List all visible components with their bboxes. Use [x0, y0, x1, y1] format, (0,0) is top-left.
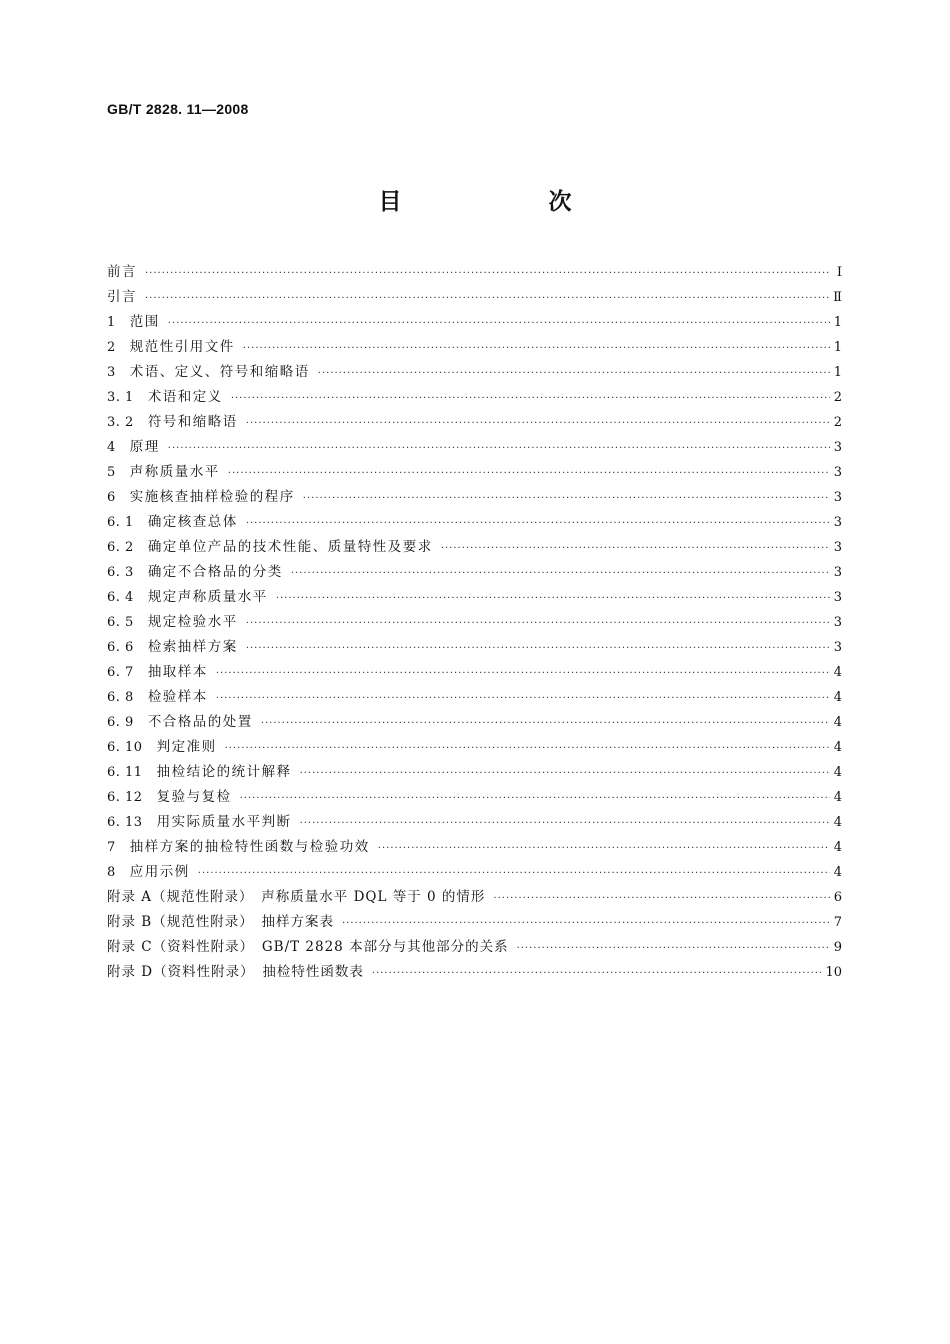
toc-dot-leader — [342, 911, 830, 936]
toc-entry[interactable] — [107, 860, 842, 885]
toc-dot-leader — [243, 336, 830, 361]
toc-entry[interactable] — [107, 710, 842, 735]
toc-entry[interactable] — [107, 310, 842, 335]
toc-entry[interactable] — [107, 885, 842, 910]
toc-entry-number: 7 — [107, 840, 116, 855]
toc-entry-number: 6. 2 — [107, 540, 134, 555]
toc-dot-leader — [261, 711, 830, 736]
toc-entry[interactable] — [107, 835, 842, 860]
toc-entry-page-number: 3 — [833, 615, 842, 630]
toc-entry[interactable] — [107, 760, 842, 785]
toc-entry-label: 范围 — [129, 314, 160, 330]
toc-entry[interactable] — [107, 260, 842, 285]
toc-entry-label: 判定准则 — [156, 739, 217, 755]
toc-entry-page-number: 3 — [833, 640, 842, 655]
toc-entry-page-number: 3 — [833, 590, 842, 605]
toc-entry-label: 抽样方案的抽检特性函数与检验功效 — [129, 839, 370, 855]
toc-entry-label: 术语和定义 — [147, 389, 223, 405]
toc-dot-leader — [517, 936, 830, 961]
toc-entry-number: 6. 11 — [107, 765, 143, 780]
toc-entry-number: 6. 10 — [107, 740, 143, 755]
toc-entry-page-number: Ⅰ — [836, 265, 842, 280]
toc-entry-number: 6. 12 — [107, 790, 143, 805]
toc-entry-label: 声称质量水平 — [129, 464, 220, 480]
toc-entry-number: 6. 4 — [107, 590, 134, 605]
toc-entry-number: 6 — [107, 490, 116, 505]
toc-entry-page-number: 4 — [833, 715, 842, 730]
toc-entry-page-number: 4 — [833, 665, 842, 680]
toc-entry[interactable] — [107, 385, 842, 410]
toc-entry-page-number: 4 — [833, 865, 842, 880]
toc-entry[interactable] — [107, 735, 842, 760]
toc-entry-page-number: 3 — [833, 565, 842, 580]
toc-dot-leader — [246, 411, 830, 436]
toc-entry-page-number: 4 — [833, 690, 842, 705]
toc-entry-page-number: 3 — [833, 540, 842, 555]
toc-entry-page-number: 1 — [833, 315, 842, 330]
toc-entry[interactable] — [107, 285, 842, 310]
toc-entry-label: 附录 A（规范性附录） 声称质量水平 DQL 等于 0 的情形 — [107, 889, 486, 905]
toc-entry[interactable] — [107, 410, 842, 435]
toc-dot-leader — [168, 311, 830, 336]
toc-entry-page-number: 4 — [833, 740, 842, 755]
toc-entry-page-number: 4 — [833, 790, 842, 805]
toc-entry[interactable] — [107, 560, 842, 585]
toc-entry-label: 实施核查抽样检验的程序 — [129, 489, 295, 505]
toc-entry-number: 3 — [107, 365, 116, 380]
toc-entry[interactable] — [107, 585, 842, 610]
page-title: 目 次 — [378, 189, 634, 215]
toc-entry[interactable] — [107, 660, 842, 685]
toc-dot-leader — [168, 436, 830, 461]
toc-entry-label: 确定核查总体 — [147, 514, 238, 530]
toc-entry[interactable] — [107, 910, 842, 935]
toc-entry-number: 2 — [107, 340, 116, 355]
toc-entry[interactable] — [107, 785, 842, 810]
toc-entry[interactable] — [107, 460, 842, 485]
toc-entry-page-number: 6 — [833, 890, 842, 905]
toc-entry-number: 6. 1 — [107, 515, 134, 530]
toc-entry[interactable] — [107, 935, 842, 960]
toc-entry-label: 检索抽样方案 — [147, 639, 238, 655]
toc-dot-leader — [216, 661, 830, 686]
toc-entry[interactable] — [107, 635, 842, 660]
toc-dot-leader — [441, 536, 830, 561]
toc-dot-leader — [231, 386, 830, 411]
toc-entry[interactable] — [107, 485, 842, 510]
toc-entry-page-number: 3 — [833, 465, 842, 480]
toc-entry-page-number: 3 — [833, 515, 842, 530]
toc-entry-label: 附录 C（资料性附录） GB/T 2828 本部分与其他部分的关系 — [107, 939, 509, 955]
toc-entry[interactable] — [107, 685, 842, 710]
toc-entry-label: 复验与复检 — [156, 789, 232, 805]
toc-entry-label: 不合格品的处置 — [147, 714, 253, 730]
toc-dot-leader — [246, 511, 830, 536]
toc-entry[interactable] — [107, 810, 842, 835]
toc-dot-leader — [198, 861, 830, 886]
toc-entry-number: 6. 8 — [107, 690, 134, 705]
toc-entry-label: 应用示例 — [129, 864, 190, 880]
toc-entry[interactable] — [107, 610, 842, 635]
toc-entry-number: 3. 2 — [107, 415, 134, 430]
toc-entry[interactable] — [107, 435, 842, 460]
toc-dot-leader — [300, 811, 830, 836]
toc-entry-label: 符号和缩略语 — [147, 414, 238, 430]
toc-entry-label: 用实际质量水平判断 — [156, 814, 292, 830]
toc-entry-label: 前言 — [107, 264, 137, 280]
toc-entry-number: 6. 7 — [107, 665, 134, 680]
toc-entry-label: 引言 — [107, 289, 137, 305]
toc-entry-page-number: 1 — [833, 340, 842, 355]
toc-entry-page-number: 4 — [833, 840, 842, 855]
toc-entry-page-number: 2 — [833, 390, 842, 405]
toc-entry-number: 6. 3 — [107, 565, 134, 580]
toc-entry-label: 抽检结论的统计解释 — [156, 764, 292, 780]
toc-dot-leader — [300, 761, 830, 786]
toc-dot-leader — [145, 261, 830, 286]
toc-entry-number: 8 — [107, 865, 116, 880]
toc-entry-page-number: 2 — [833, 415, 842, 430]
toc-entry-page-number: 1 — [833, 365, 842, 380]
toc-dot-leader — [228, 461, 830, 486]
toc-entry[interactable] — [107, 960, 842, 985]
toc-dot-leader — [246, 636, 830, 661]
toc-dot-leader — [240, 786, 830, 811]
toc-entry-number: 1 — [107, 315, 116, 330]
toc-entry-label: 规定声称质量水平 — [147, 589, 268, 605]
toc-entry-number: 5 — [107, 465, 116, 480]
toc-entry-label: 附录 B（规范性附录） 抽样方案表 — [107, 914, 334, 930]
toc-entry-label: 术语、定义、符号和缩略语 — [129, 364, 310, 380]
toc-entry-number: 6. 9 — [107, 715, 134, 730]
toc-entry[interactable] — [107, 535, 842, 560]
table-of-contents — [107, 260, 842, 985]
toc-entry-label: 原理 — [129, 439, 160, 455]
toc-dot-leader — [493, 886, 829, 911]
toc-entry-label: 确定单位产品的技术性能、质量特性及要求 — [147, 539, 433, 555]
toc-entry-label: 规范性引用文件 — [129, 339, 235, 355]
toc-entry-number: 6. 6 — [107, 640, 134, 655]
toc-dot-leader — [378, 836, 830, 861]
toc-entry[interactable] — [107, 335, 842, 360]
toc-dot-leader — [225, 736, 830, 761]
toc-entry-page-number: 3 — [833, 440, 842, 455]
toc-entry-page-number: 4 — [833, 765, 842, 780]
toc-entry-number: 6. 5 — [107, 615, 134, 630]
toc-dot-leader — [216, 686, 830, 711]
toc-dot-leader — [145, 286, 829, 311]
toc-dot-leader — [291, 561, 830, 586]
toc-entry[interactable] — [107, 360, 842, 385]
toc-entry-label: 规定检验水平 — [147, 614, 238, 630]
toc-entry-page-number: Ⅱ — [833, 290, 842, 305]
toc-entry-number: 3. 1 — [107, 390, 134, 405]
toc-entry-page-number: 10 — [825, 965, 842, 980]
toc-entry-page-number: 9 — [833, 940, 842, 955]
toc-entry-label: 确定不合格品的分类 — [147, 564, 283, 580]
toc-entry-label: 抽取样本 — [147, 664, 208, 680]
toc-entry-number: 6. 13 — [107, 815, 143, 830]
toc-entry-label: 检验样本 — [147, 689, 208, 705]
toc-entry-page-number: 4 — [833, 815, 842, 830]
toc-dot-leader — [246, 611, 830, 636]
toc-entry-label: 附录 D（资料性附录） 抽检特性函数表 — [107, 964, 364, 980]
toc-dot-leader — [303, 486, 830, 511]
standard-code-header: GB/T 2828. 11—2008 — [107, 101, 249, 117]
toc-dot-leader — [276, 586, 830, 611]
toc-dot-leader — [318, 361, 830, 386]
toc-entry-number: 4 — [107, 440, 116, 455]
toc-entry-page-number: 7 — [833, 915, 842, 930]
toc-dot-leader — [372, 961, 822, 986]
toc-entry-page-number: 3 — [833, 490, 842, 505]
toc-entry[interactable] — [107, 510, 842, 535]
